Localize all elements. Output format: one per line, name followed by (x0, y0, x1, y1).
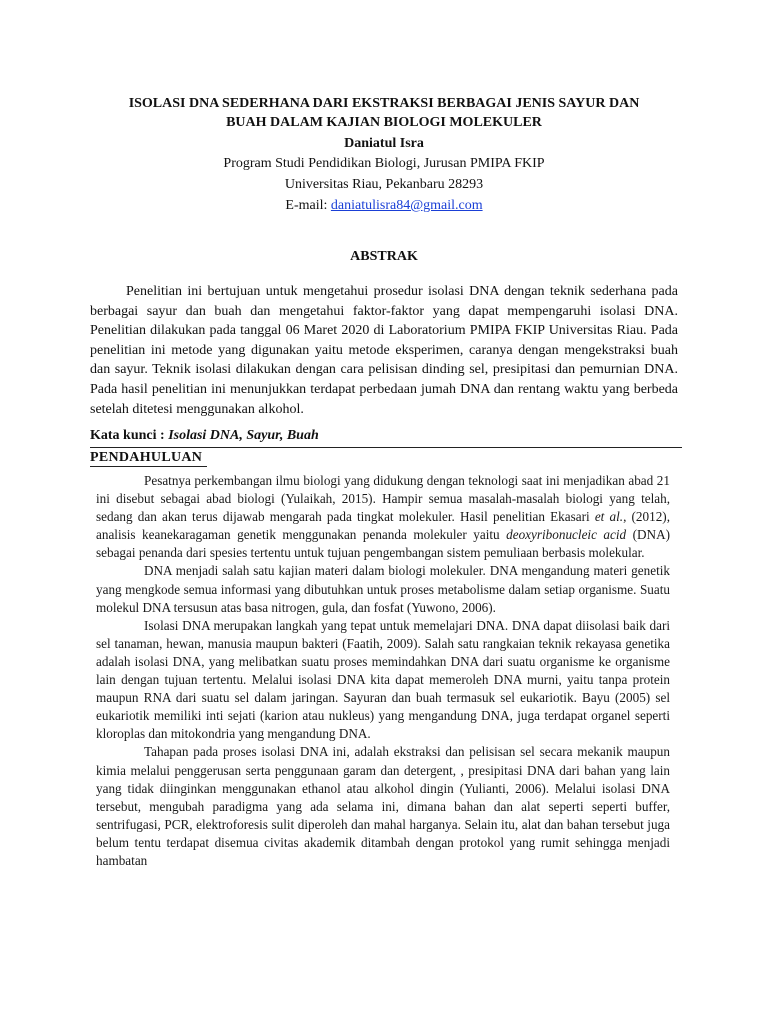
affiliation-line-2: Universitas Riau, Pekanbaru 28293 (284, 177, 484, 192)
p1-part-c: (DNA) sebagai penanda dari spesies tertentu untuk tujuan pengembangan sistem pemuliaan berbasis molekular. (96, 527, 670, 561)
section-heading-underline (90, 466, 207, 467)
p1-dna-term: deoxyribonucleic acid (506, 527, 627, 543)
body-paragraph-3: Isolasi DNA merupakan langkah yang tepat untuk memelajari DNA. DNA dapat diisolasi baik dari sel tanaman, hewan, manusia maupun bakteri (Faatih, 2009). Salah satu rangkaian teknik rekayasa genetika adalah isolasi DNA, yang melibatkan suatu proses memindahkan DNA dari suatu organisme ke organisme lain dengan tujuan tertentu. Melalui isolasi DNA kita dapat memeroleh DNA murni, yaitu tanpa protein maupun RNA dari suatu sel dalam jaringan. Sayuran dan buah termasuk sel eukariotik. Bayu (2005) sel eukariotik memiliki inti sejati (karion atau nukleus) yang mengandung DNA, juga terdapat organel seperti kloroplas dan mitokondria yang mengandung DNA. (96, 617, 670, 742)
paper-title-line-1: ISOLASI DNA SEDERHANA DARI EKSTRAKSI BERBAGAI JENIS SAYUR DAN (128, 96, 640, 111)
body-paragraph-1 (96, 472, 670, 562)
paper-title (60, 94, 708, 132)
email-label: E-mail: (285, 198, 331, 213)
p1-part-b: , (2012), analisis keanekaragaman genetik menggunakan penanda molekuler yaitu (96, 509, 670, 543)
introduction-body (96, 472, 670, 870)
affiliation-line-1: Program Studi Pendidikan Biologi, Jurusan PMIPA FKIP (223, 156, 545, 171)
abstract-heading: ABSTRAK (350, 249, 418, 264)
abstract-paragraph: Penelitian ini bertujuan untuk mengetahui prosedur isolasi DNA dengan teknik sederhana pada berbagai sayur dan buah dan mengetahui faktor-faktor yang dapat mempengaruhi isolasi DNA. Penelitian dilakukan pada tanggal 06 Maret 2020 di Laboratorium PMIPA FKIP Universitas Riau. Pada penelitian ini metode yang digunakan yaitu metode eksperimen, caranya dengan mengekstraksi buah dan sayur. Teknik isolasi dilakukan dengan cara pelisisan dinding sel, presipitasi dan pemurnian DNA. Pada hasil penelitian ini menunjukkan terdapat perbedaan jumah DNA dan rentang waktu yang berbeda setelah ditetesi menggunakan alkohol. (90, 284, 678, 417)
p1-part-a: Pesatnya perkembangan ilmu biologi yang didukung dengan teknologi saat ini menjadikan abad 21 ini disebut sebagai abad biologi (Yulaikah, 2015). Hampir semua masalah-masalah biologi yang telah, sedang dan akan terus dijawab mengarah pada tingkat molekuler. Hasil penelitian Ekasari (96, 473, 670, 525)
body-paragraph-2: DNA menjadi salah satu kajian materi dalam biologi molekuler. DNA mengandung materi genetik yang mengkode semua informasi yang dibutuhkan untuk proses metabolisme dalam setiap organisme. Suatu molekul DNA tersusun atas basa nitrogen, gula, dan fosfat (Yuwono, 2006). (96, 563, 670, 615)
p1-et-al: et al. (594, 509, 624, 525)
keywords-value: Isolasi DNA, Sayur, Buah (168, 428, 319, 443)
email-line (60, 195, 708, 216)
keywords-line (90, 428, 319, 444)
section-heading: PENDAHULUAN (90, 450, 203, 465)
section-divider (90, 447, 682, 448)
paper-title-line-2: BUAH DALAM KAJIAN BIOLOGI MOLEKULER (226, 115, 542, 130)
keywords-label: Kata kunci : (90, 428, 169, 443)
email-link[interactable]: daniatulisra84@gmail.com (330, 198, 483, 213)
body-paragraph-4: Tahapan pada proses isolasi DNA ini, adalah ekstraksi dan pelisisan sel secara mekanik maupun kimia melalui penggerusan serta penggunaan garam dan detergent, , presipitasi DNA dari bahan yang lain yang tidak diinginkan menggunakan ethanol atau alkohol dingin (Yulianti, 2006). Melalui isolasi DNA tersebut, mengubah paradigma yang ada selama ini, dimana bahan dan alat seperti seperti buffer, sentrifugasi, PCR, elektroforesis sulit diperoleh dan mahal harganya. Selain itu, alat dan bahan tersebut juga belum tentu terdapat disemua civitas akademik ditambah dengan protokol yang rumit sehingga menjadi hambatan (96, 744, 670, 868)
author-name: Daniatul Isra (344, 136, 424, 151)
